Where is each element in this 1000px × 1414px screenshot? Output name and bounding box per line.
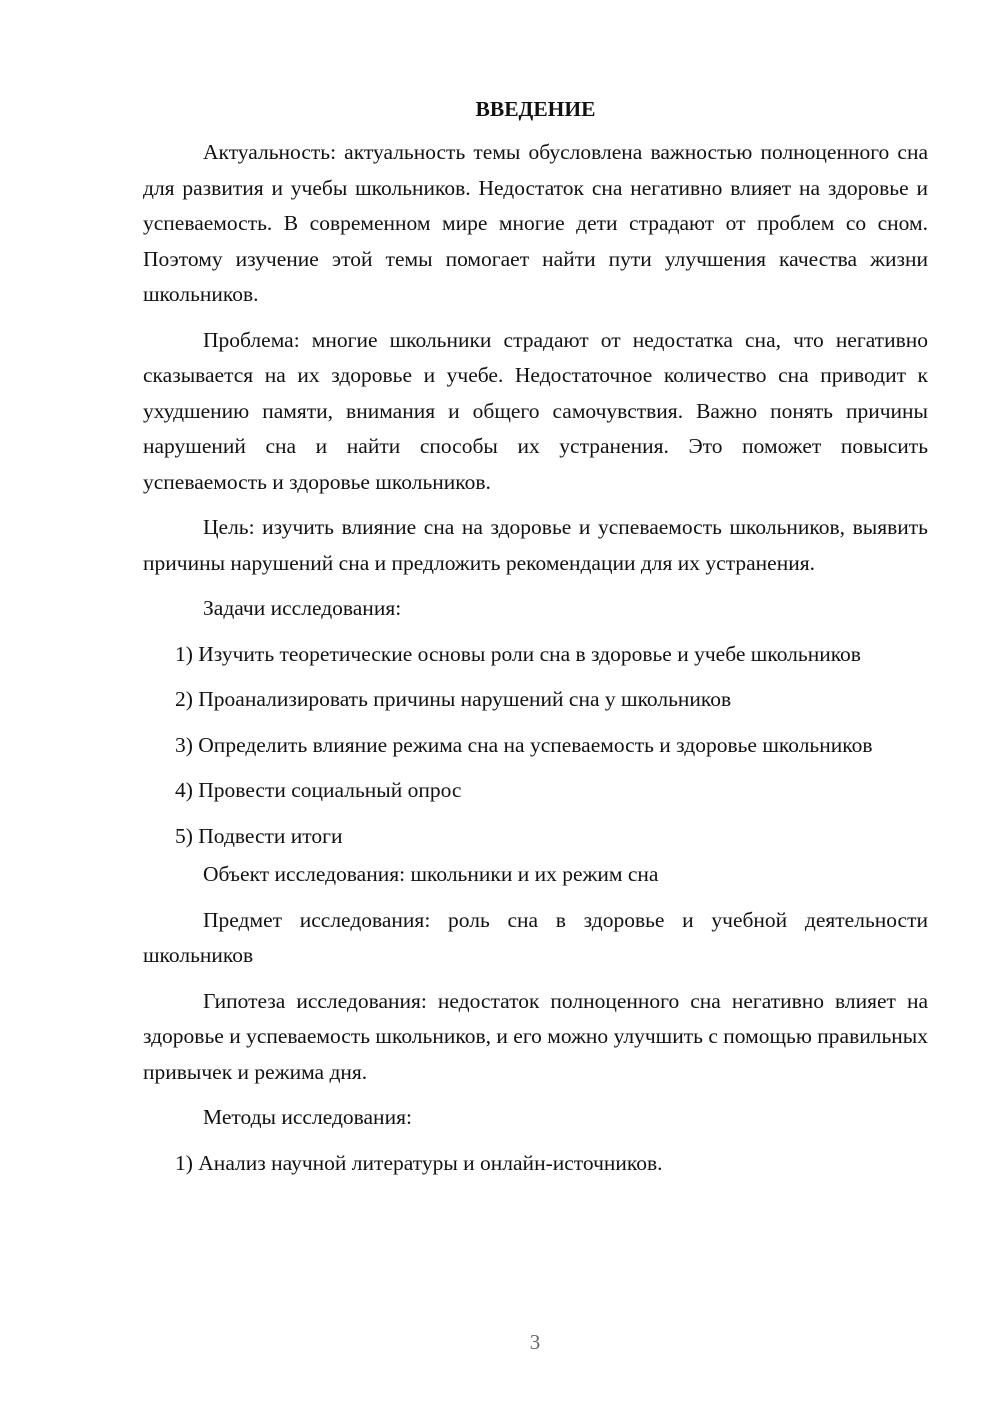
task-item-2: 2) Проанализировать причины нарушений сна у школьников [175, 687, 732, 711]
tasks-heading: Задачи исследования: [203, 596, 402, 620]
task-item-4: 4) Провести социальный опрос [175, 778, 462, 802]
object-paragraph: Объект исследования: школьники и их режим сна [203, 862, 659, 886]
task-item-1: 1) Изучить теоретические основы роли сна в здоровье и учебе школьников [175, 641, 861, 666]
section-title: ВВЕДЕНИЕ [475, 97, 596, 121]
subject-paragraph: Предмет исследования: роль сна в здоровье и учебной деятельности школьников [143, 907, 928, 967]
task-item-3: 3) Определить влияние режима сна на успеваемость и здоровье школьников [175, 732, 873, 757]
method-item-1: 1) Анализ научной литературы и онлайн-источников. [175, 1150, 663, 1175]
page-number: 3 [529, 1330, 541, 1354]
document-page [143, 92, 928, 1191]
hypothesis-paragraph: Гипотеза исследования: недостаток полноценного сна негативно влияет на здоровье и успеваемость школьников, и его можно улучшить с помощью правильных привычек и режима дня. [143, 988, 928, 1084]
problem-paragraph: Проблема: многие школьники страдают от недостатка сна, что негативно сказывается на их здоровье и учебе. Недостаточное количество сна приводит к ухудшению памяти, внимания и общего самочувствия. Важно понять причины нарушений сна и найти способы их устранения. Это поможет повысить успеваемость и здоровье школьников. [143, 327, 928, 494]
relevance-paragraph: Актуальность: актуальность темы обусловлена важностью полноценного сна для развития и учебы школьников. Недостаток сна негативно влияет на здоровье и успеваемость. В современном мире многие дети страдают от проблем со сном. Поэтому изучение этой темы помогает найти пути улучшения качества жизни школьников. [143, 140, 928, 306]
goal-paragraph: Цель: изучить влияние сна на здоровье и успеваемость школьников, выявить причины нарушений сна и предложить рекомендации для их устранения. [143, 515, 928, 575]
methods-heading: Методы исследования: [203, 1105, 412, 1129]
task-item-5: 5) Подвести итоги [175, 823, 343, 848]
